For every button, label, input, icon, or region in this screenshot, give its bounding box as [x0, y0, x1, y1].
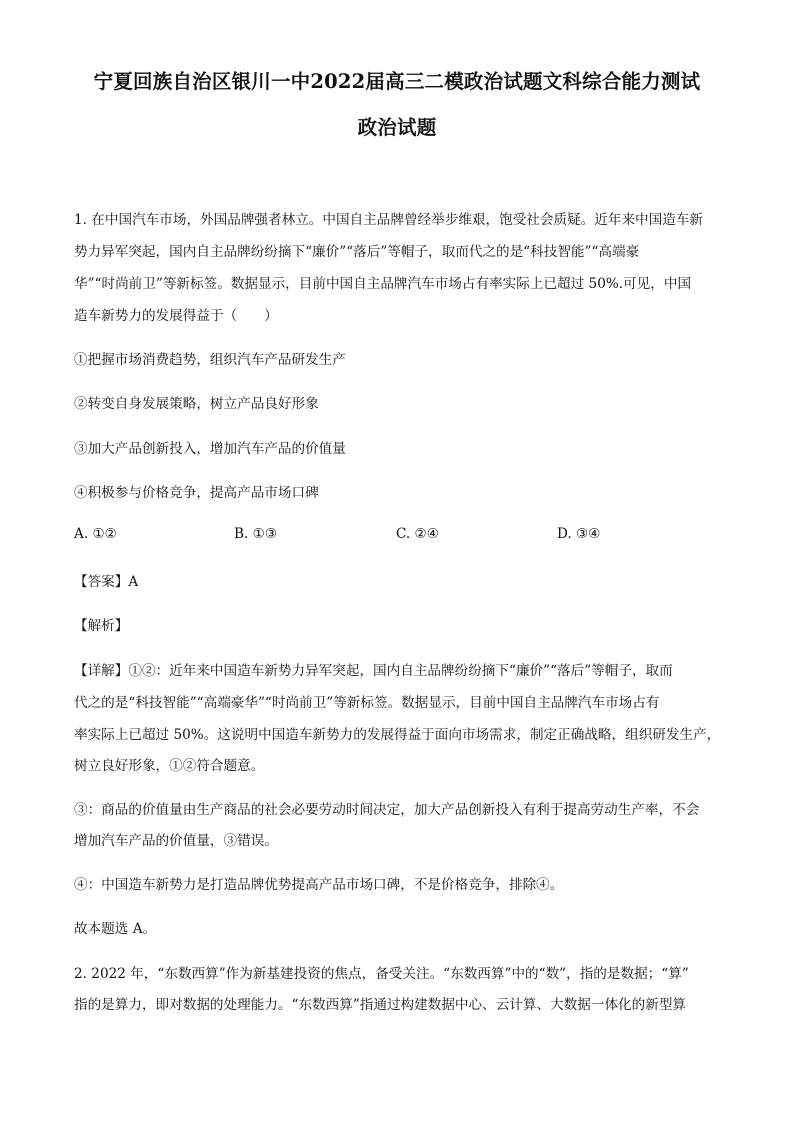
document-subtitle: 政治试题 — [357, 116, 437, 139]
q1-analysis-label: 【解析】 — [74, 618, 129, 634]
q1-item-4: ④积极参与价格竞争，提高产品市场口碑 — [74, 485, 319, 501]
q1-conclusion: 故本题选 A。 — [74, 921, 157, 937]
q1-detail3-line-2: 增加汽车产品的价值量，③错误。 — [74, 833, 278, 849]
q1-choice-d: D. ③④ — [557, 526, 601, 542]
q1-detail3-line-1: ③：商品的价值量由生产商品的社会必要劳动时间决定，加大产品创新投入有利于提高劳动生产率，不会 — [74, 802, 700, 818]
q1-detail-line-2: 代之的是“科技智能”“高端豪华”“时尚前卫”等新标签。数据显示，目前中国自主品牌汽车市场占有 — [74, 695, 660, 711]
q1-choice-c: C. ②④ — [396, 526, 439, 542]
q1-item-2: ②转变自身发展策略，树立产品良好形象 — [74, 396, 319, 412]
q1-stem-line-1: 1. 在中国汽车市场，外国品牌强者林立。中国自主品牌曾经举步维艰，饱受社会质疑。近年来中国造车新 — [74, 212, 704, 228]
q1-choice-a: A. ①② — [74, 526, 117, 542]
q1-detail-line-4: 树立良好形象，①②符合题意。 — [74, 758, 265, 774]
q1-answer: 【答案】A — [74, 574, 139, 590]
q2-stem-line-2: 指的是算力，即对数据的处理能力。“东数西算”指通过构建数据中心、云计算、大数据一体化的新型算 — [74, 997, 687, 1013]
q1-stem-line-2: 势力异军突起，国内自主品牌纷纷摘下“廉价”“落后”等帽子，取而代之的是“科技智能”“高端豪 — [74, 244, 640, 260]
q1-stem-line-4: 造车新势力的发展得益于（ ） — [74, 308, 278, 324]
q1-detail-line-1: 【详解】①②：近年来中国造车新势力异军突起，国内自主品牌纷纷摘下“廉价”“落后”等帽子，取而 — [74, 663, 673, 679]
q1-detail-line-3: 率实际上已超过 50%。这说明中国造车新势力的发展得益于面向市场需求，制定正确战略，组织研发生产， — [74, 727, 721, 743]
q1-choice-b: B. ①③ — [234, 526, 278, 542]
q2-stem-line-1: 2. 2022 年，“东数西算”作为新基建投资的焦点，备受关注。“东数西算”中的“数”，指的是数据；“算” — [74, 966, 689, 982]
document-title: 宁夏回族自治区银川一中2022届高三二模政治试题文科综合能力测试 — [93, 70, 701, 93]
q1-item-3: ③加大产品创新投入，增加汽车产品的价值量 — [74, 441, 346, 457]
q1-detail4: ④：中国造车新势力是打造品牌优势提高产品市场口碑，不是价格竞争，排除④。 — [74, 877, 564, 893]
q1-item-1: ①把握市场消费趋势，组织汽车产品研发生产 — [74, 352, 346, 368]
q1-stem-line-3: 华”“时尚前卫”等新标签。数据显示，目前中国自主品牌汽车市场占有率实际上已超过 50%.可见，中国 — [74, 276, 692, 292]
